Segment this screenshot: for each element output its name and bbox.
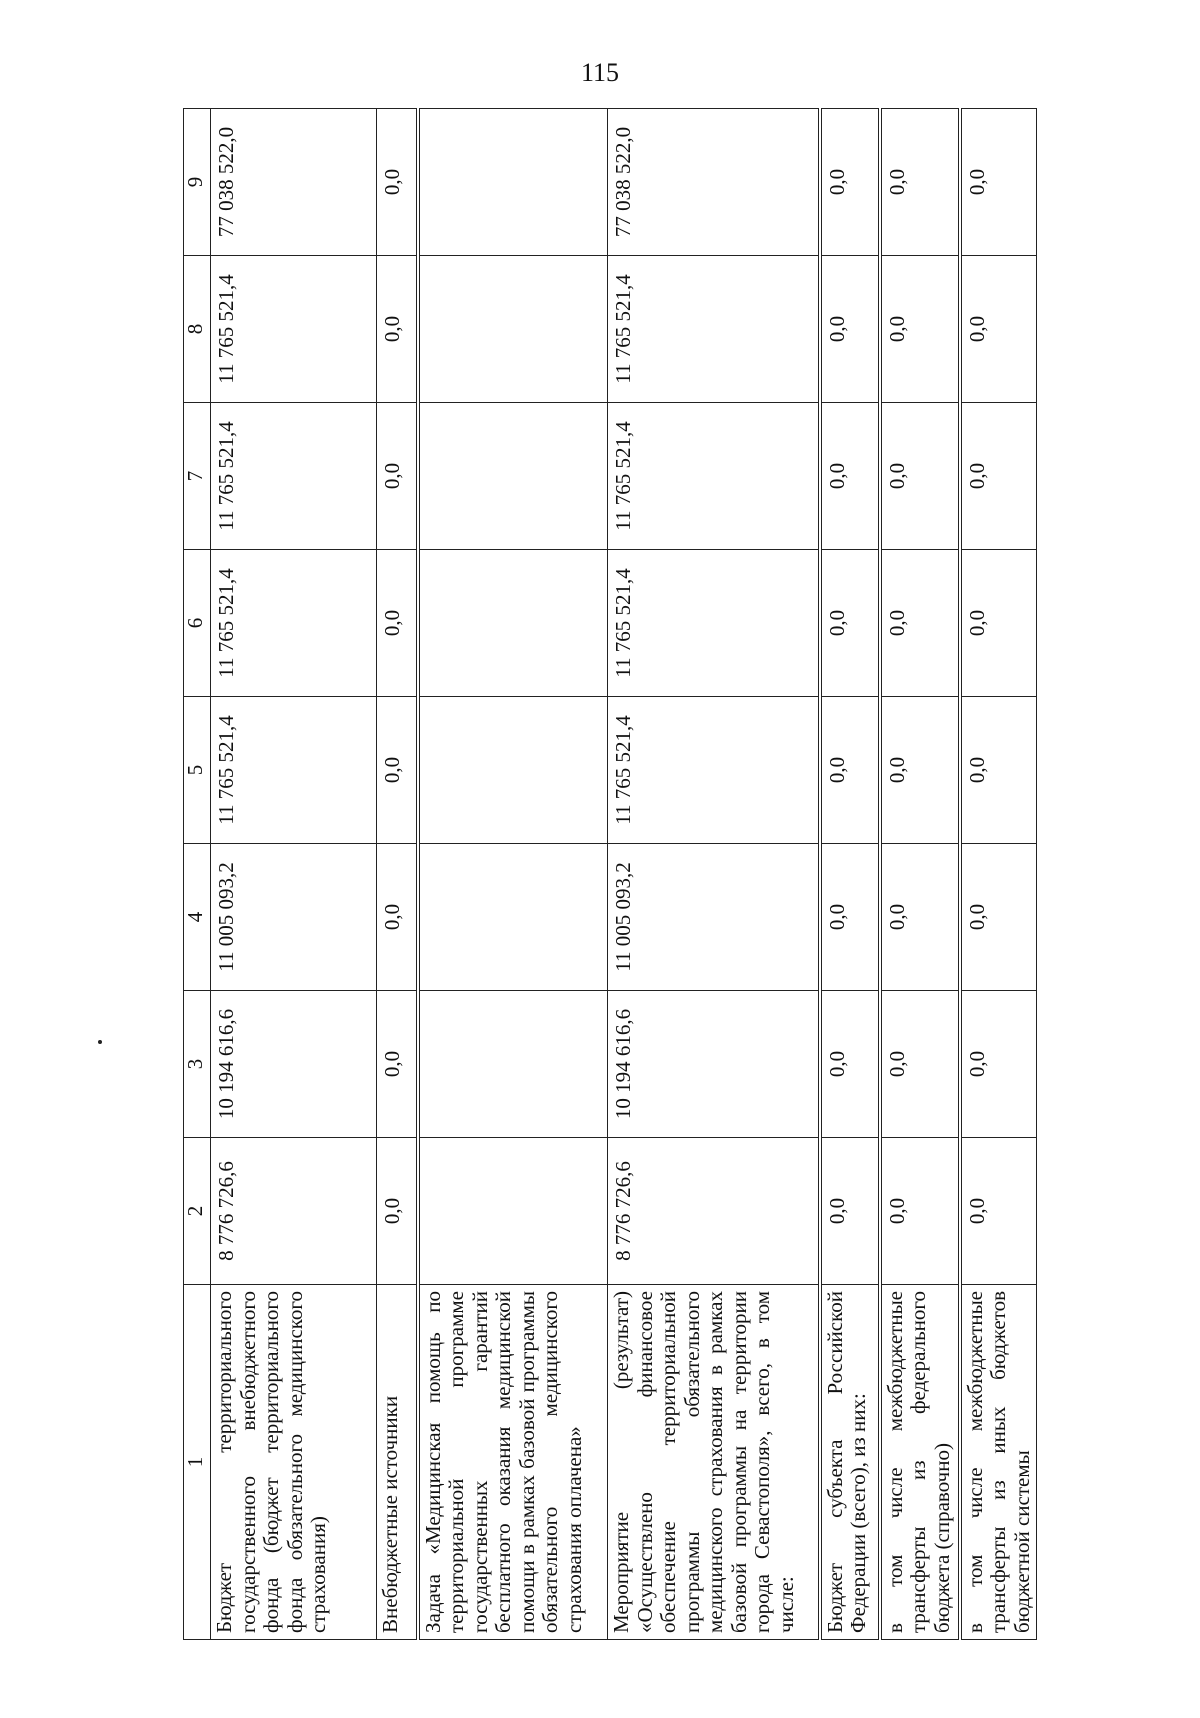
cell-value — [418, 256, 608, 403]
cell-value: 0,0 — [377, 844, 418, 991]
column-header: 4 — [184, 844, 211, 991]
cell-value: 0,0 — [960, 109, 1037, 256]
rotated-table-container — [183, 110, 1033, 1640]
cell-value: 0,0 — [880, 550, 960, 697]
cell-value: 11 005 093,2 — [608, 844, 820, 991]
cell-value: 77 038 522,0 — [608, 109, 820, 256]
cell-value: 0,0 — [820, 403, 880, 550]
cell-value: 0,0 — [377, 403, 418, 550]
header-row — [184, 109, 211, 1640]
cell-value: 0,0 — [377, 256, 418, 403]
table-row — [377, 109, 418, 1640]
cell-value: 11 005 093,2 — [211, 844, 377, 991]
column-header: 9 — [184, 109, 211, 256]
cell-value: 10 194 616,6 — [608, 991, 820, 1138]
cell-value: 0,0 — [377, 991, 418, 1138]
row-label: в том числе межбюджетные трансферты из иных бюджетов бюджетной системы — [960, 1285, 1037, 1640]
cell-value: 11 765 521,4 — [608, 697, 820, 844]
cell-value: 0,0 — [960, 991, 1037, 1138]
cell-value — [418, 991, 608, 1138]
cell-value: 0,0 — [820, 697, 880, 844]
table-row — [960, 109, 1037, 1640]
cell-value: 0,0 — [820, 844, 880, 991]
column-header: 5 — [184, 697, 211, 844]
cell-value: 0,0 — [960, 697, 1037, 844]
cell-value: 11 765 521,4 — [211, 697, 377, 844]
cell-value — [418, 403, 608, 550]
row-label: Мероприятие (результат) «Осуществлено финансовое обеспечение территориальной программы обязательного медицинского страхования в рамках базовой программы на территории города Севастополя», всего, в том числе: — [608, 1285, 820, 1640]
cell-value: 11 765 521,4 — [608, 550, 820, 697]
cell-value: 10 194 616,6 — [211, 991, 377, 1138]
cell-value: 0,0 — [960, 403, 1037, 550]
page-number: 115 — [580, 58, 620, 87]
table-row — [880, 109, 960, 1640]
cell-value: 0,0 — [960, 550, 1037, 697]
cell-value: 0,0 — [820, 256, 880, 403]
table-row — [211, 109, 377, 1640]
cell-value: 0,0 — [820, 550, 880, 697]
cell-value: 0,0 — [377, 697, 418, 844]
table-row — [608, 109, 820, 1640]
budget-table — [183, 108, 1037, 1640]
cell-value — [418, 1138, 608, 1285]
row-label: Бюджет территориального государственного внебюджетного фонда (бюджет территориального фонда обязательного медицинского страхования) — [211, 1285, 377, 1640]
cell-value: 0,0 — [820, 991, 880, 1138]
cell-value: 0,0 — [377, 1138, 418, 1285]
cell-value: 8 776 726,6 — [608, 1138, 820, 1285]
column-header: 2 — [184, 1138, 211, 1285]
cell-value: 0,0 — [960, 1138, 1037, 1285]
column-header: 1 — [184, 1285, 211, 1640]
cell-value: 0,0 — [880, 403, 960, 550]
cell-value — [418, 697, 608, 844]
cell-value: 0,0 — [880, 697, 960, 844]
column-header: 7 — [184, 403, 211, 550]
row-label: Внебюджетные источники — [377, 1285, 418, 1640]
row-label: Бюджет субъекта Российской Федерации (всего), из них: — [820, 1285, 880, 1640]
table-row — [418, 109, 608, 1640]
cell-value: 11 765 521,4 — [211, 403, 377, 550]
cell-value: 0,0 — [377, 550, 418, 697]
cell-value: 11 765 521,4 — [211, 256, 377, 403]
cell-value: 0,0 — [377, 109, 418, 256]
cell-value: 0,0 — [880, 991, 960, 1138]
cell-value: 77 038 522,0 — [211, 109, 377, 256]
cell-value: 11 765 521,4 — [211, 550, 377, 697]
scan-dot — [98, 1040, 102, 1044]
cell-value: 0,0 — [880, 256, 960, 403]
cell-value: 0,0 — [880, 109, 960, 256]
cell-value: 0,0 — [820, 109, 880, 256]
row-label: в том числе межбюджетные трансферты из федерального бюджета (справочно) — [880, 1285, 960, 1640]
cell-value: 8 776 726,6 — [211, 1138, 377, 1285]
cell-value: 11 765 521,4 — [608, 403, 820, 550]
cell-value: 0,0 — [960, 844, 1037, 991]
cell-value — [418, 550, 608, 697]
row-label: Задача «Медицинская помощь по территориальной программе государственных гарантий бесплатного оказания медицинской помощи в рамках базовой программы обязательного медицинского страхования оплачена» — [418, 1285, 608, 1640]
cell-value: 0,0 — [880, 1138, 960, 1285]
cell-value: 0,0 — [960, 256, 1037, 403]
cell-value — [418, 844, 608, 991]
cell-value: 0,0 — [820, 1138, 880, 1285]
cell-value: 0,0 — [880, 844, 960, 991]
cell-value — [418, 109, 608, 256]
column-header: 8 — [184, 256, 211, 403]
cell-value: 11 765 521,4 — [608, 256, 820, 403]
column-header: 6 — [184, 550, 211, 697]
column-header: 3 — [184, 991, 211, 1138]
table-row — [820, 109, 880, 1640]
